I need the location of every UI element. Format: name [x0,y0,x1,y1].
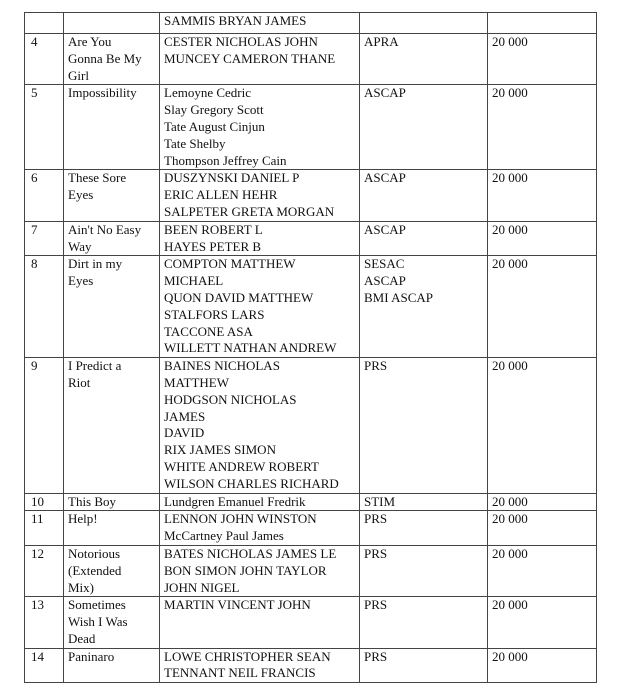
row-number-cell [25,13,64,34]
title-line: Sometimes [68,597,126,613]
amount-cell: 20 000 [488,648,597,683]
writers-cell [160,597,360,648]
title-line: This Boy [68,493,117,509]
writers-line: BATES NICHOLAS JAMES LE [164,545,337,561]
table-row [25,545,597,596]
row-number-cell: 13 [25,597,64,648]
writers-line: Lemoyne Cedric [164,85,251,101]
writers-cell [160,256,360,358]
title-cell [64,85,160,170]
table-row [25,648,597,683]
amount-cell: 20 000 [488,511,597,546]
writers-cell [160,511,360,546]
amount-cell: 20 000 [488,493,597,511]
society-cell [360,34,488,85]
writers-line: SAMMIS BRYAN JAMES [164,13,307,28]
writers-line: MATTHEW [164,374,229,390]
society-cell [360,511,488,546]
society-line: ASCAP [364,85,406,101]
title-line: These Sore [68,170,127,186]
writers-line: HODGSON NICHOLAS [164,391,297,407]
table-row [25,85,597,170]
writers-line: HAYES PETER B [164,238,262,254]
writers-line: ERIC ALLEN HEHR [164,187,278,203]
writers-line: Slay Gregory Scott [164,102,264,118]
title-line: Impossibility [68,85,137,101]
society-line: PRS [364,511,388,527]
title-cell [64,13,160,34]
title-line: Help! [68,511,98,527]
table-row [25,597,597,648]
society-cell [360,256,488,358]
title-cell [64,221,160,256]
writers-cell [160,13,360,34]
row-number-cell: 8 [25,256,64,358]
writers-line: BAINES NICHOLAS [164,358,280,374]
row-number-cell: 5 [25,85,64,170]
title-line: Eyes [68,187,94,203]
table-row [25,221,597,256]
amount-cell: 20 000 [488,256,597,358]
title-cell [64,648,160,683]
title-line: Eyes [68,273,94,289]
row-number-cell: 11 [25,511,64,546]
title-cell [64,493,160,511]
society-line: ASCAP [364,273,406,289]
writers-line: QUON DAVID MATTHEW [164,289,314,305]
society-line: PRS [364,545,388,561]
title-line: Notorious [68,545,120,561]
writers-line: Tate Shelby [164,135,226,151]
writers-line: JAMES [164,408,206,424]
writers-line: DUSZYNSKI DANIEL P [164,170,300,186]
amount-cell [488,13,597,34]
title-cell [64,511,160,546]
writers-line: SALPETER GRETA MORGAN [164,203,335,219]
title-cell [64,170,160,221]
writers-line: BEEN ROBERT L [164,221,263,237]
writers-line: DAVID [164,425,205,441]
title-line: Ain't No Easy [68,221,142,237]
writers-line: MARTIN VINCENT JOHN [164,597,311,613]
row-number-cell: 14 [25,648,64,683]
table-body [25,13,597,683]
writers-line: MUNCEY CAMERON THANE [164,50,336,66]
society-line: PRS [364,358,388,374]
society-line: ASCAP [364,221,406,237]
writers-cell [160,170,360,221]
title-line: Riot [68,374,91,390]
society-line: ASCAP [364,170,406,186]
title-line: I Predict a [68,358,122,374]
title-line: Mix) [68,579,94,595]
writers-line: MICHAEL [164,273,224,289]
row-number-cell: 12 [25,545,64,596]
title-line: Way [68,238,92,254]
writers-cell [160,648,360,683]
amount-cell: 20 000 [488,170,597,221]
table-row [25,13,597,34]
title-line: (Extended [68,562,122,578]
amount-cell: 20 000 [488,221,597,256]
society-cell [360,545,488,596]
title-line: Dirt in my [68,256,123,272]
writers-cell [160,358,360,493]
society-cell [360,170,488,221]
writers-line: CESTER NICHOLAS JOHN [164,34,318,49]
society-cell [360,13,488,34]
table-row [25,493,597,511]
writers-line: WHITE ANDREW ROBERT [164,458,319,474]
row-number-cell: 9 [25,358,64,493]
writers-line: Tate August Cinjun [164,118,265,134]
table-row [25,170,597,221]
row-number-cell: 7 [25,221,64,256]
row-number-cell: 4 [25,34,64,85]
writers-cell [160,85,360,170]
row-number-cell: 10 [25,493,64,511]
society-cell [360,648,488,683]
amount-cell: 20 000 [488,34,597,85]
table-row [25,256,597,358]
writers-line: Lundgren Emanuel Fredrik [164,493,306,509]
title-line: Wish I Was [68,614,128,630]
society-cell [360,358,488,493]
writers-line: RIX JAMES SIMON [164,442,276,458]
table-row [25,511,597,546]
society-line: PRS [364,648,388,664]
society-cell [360,493,488,511]
title-cell [64,34,160,85]
title-line: Are You [68,34,112,49]
amount-cell: 20 000 [488,597,597,648]
writers-line: WILLETT NATHAN ANDREW [164,340,337,356]
title-line: Paninaro [68,648,115,664]
society-line: BMI ASCAP [364,289,433,305]
title-line: Girl [68,67,89,83]
society-line: SESAC [364,256,405,272]
amount-cell: 20 000 [488,358,597,493]
writers-line: Thompson Jeffrey Cain [164,152,287,168]
society-line: PRS [364,597,388,613]
society-cell [360,221,488,256]
society-line: APRA [364,34,399,49]
writers-line: TENNANT NEIL FRANCIS [164,665,316,681]
amount-cell: 20 000 [488,85,597,170]
title-line: Gonna Be My [68,50,142,66]
society-cell [360,597,488,648]
writers-line: COMPTON MATTHEW [164,256,296,272]
title-cell [64,256,160,358]
writers-line: LOWE CHRISTOPHER SEAN [164,648,331,664]
title-line: Dead [68,630,96,646]
writers-cell [160,545,360,596]
society-line: STIM [364,493,396,509]
table-row [25,358,597,493]
writers-line: TACCONE ASA [164,323,253,339]
amount-cell: 20 000 [488,545,597,596]
writers-line: STALFORS LARS [164,306,265,322]
writers-line: JOHN NIGEL [164,579,240,595]
writers-line: WILSON CHARLES RICHARD [164,475,339,491]
writers-cell [160,221,360,256]
title-cell [64,597,160,648]
row-number-cell: 6 [25,170,64,221]
title-cell [64,545,160,596]
royalty-table [24,12,597,683]
society-cell [360,85,488,170]
writers-cell [160,493,360,511]
writers-line: McCartney Paul James [164,528,284,544]
writers-cell [160,34,360,85]
writers-line: BON SIMON JOHN TAYLOR [164,562,327,578]
table-row [25,34,597,85]
title-cell [64,358,160,493]
writers-line: LENNON JOHN WINSTON [164,511,317,527]
